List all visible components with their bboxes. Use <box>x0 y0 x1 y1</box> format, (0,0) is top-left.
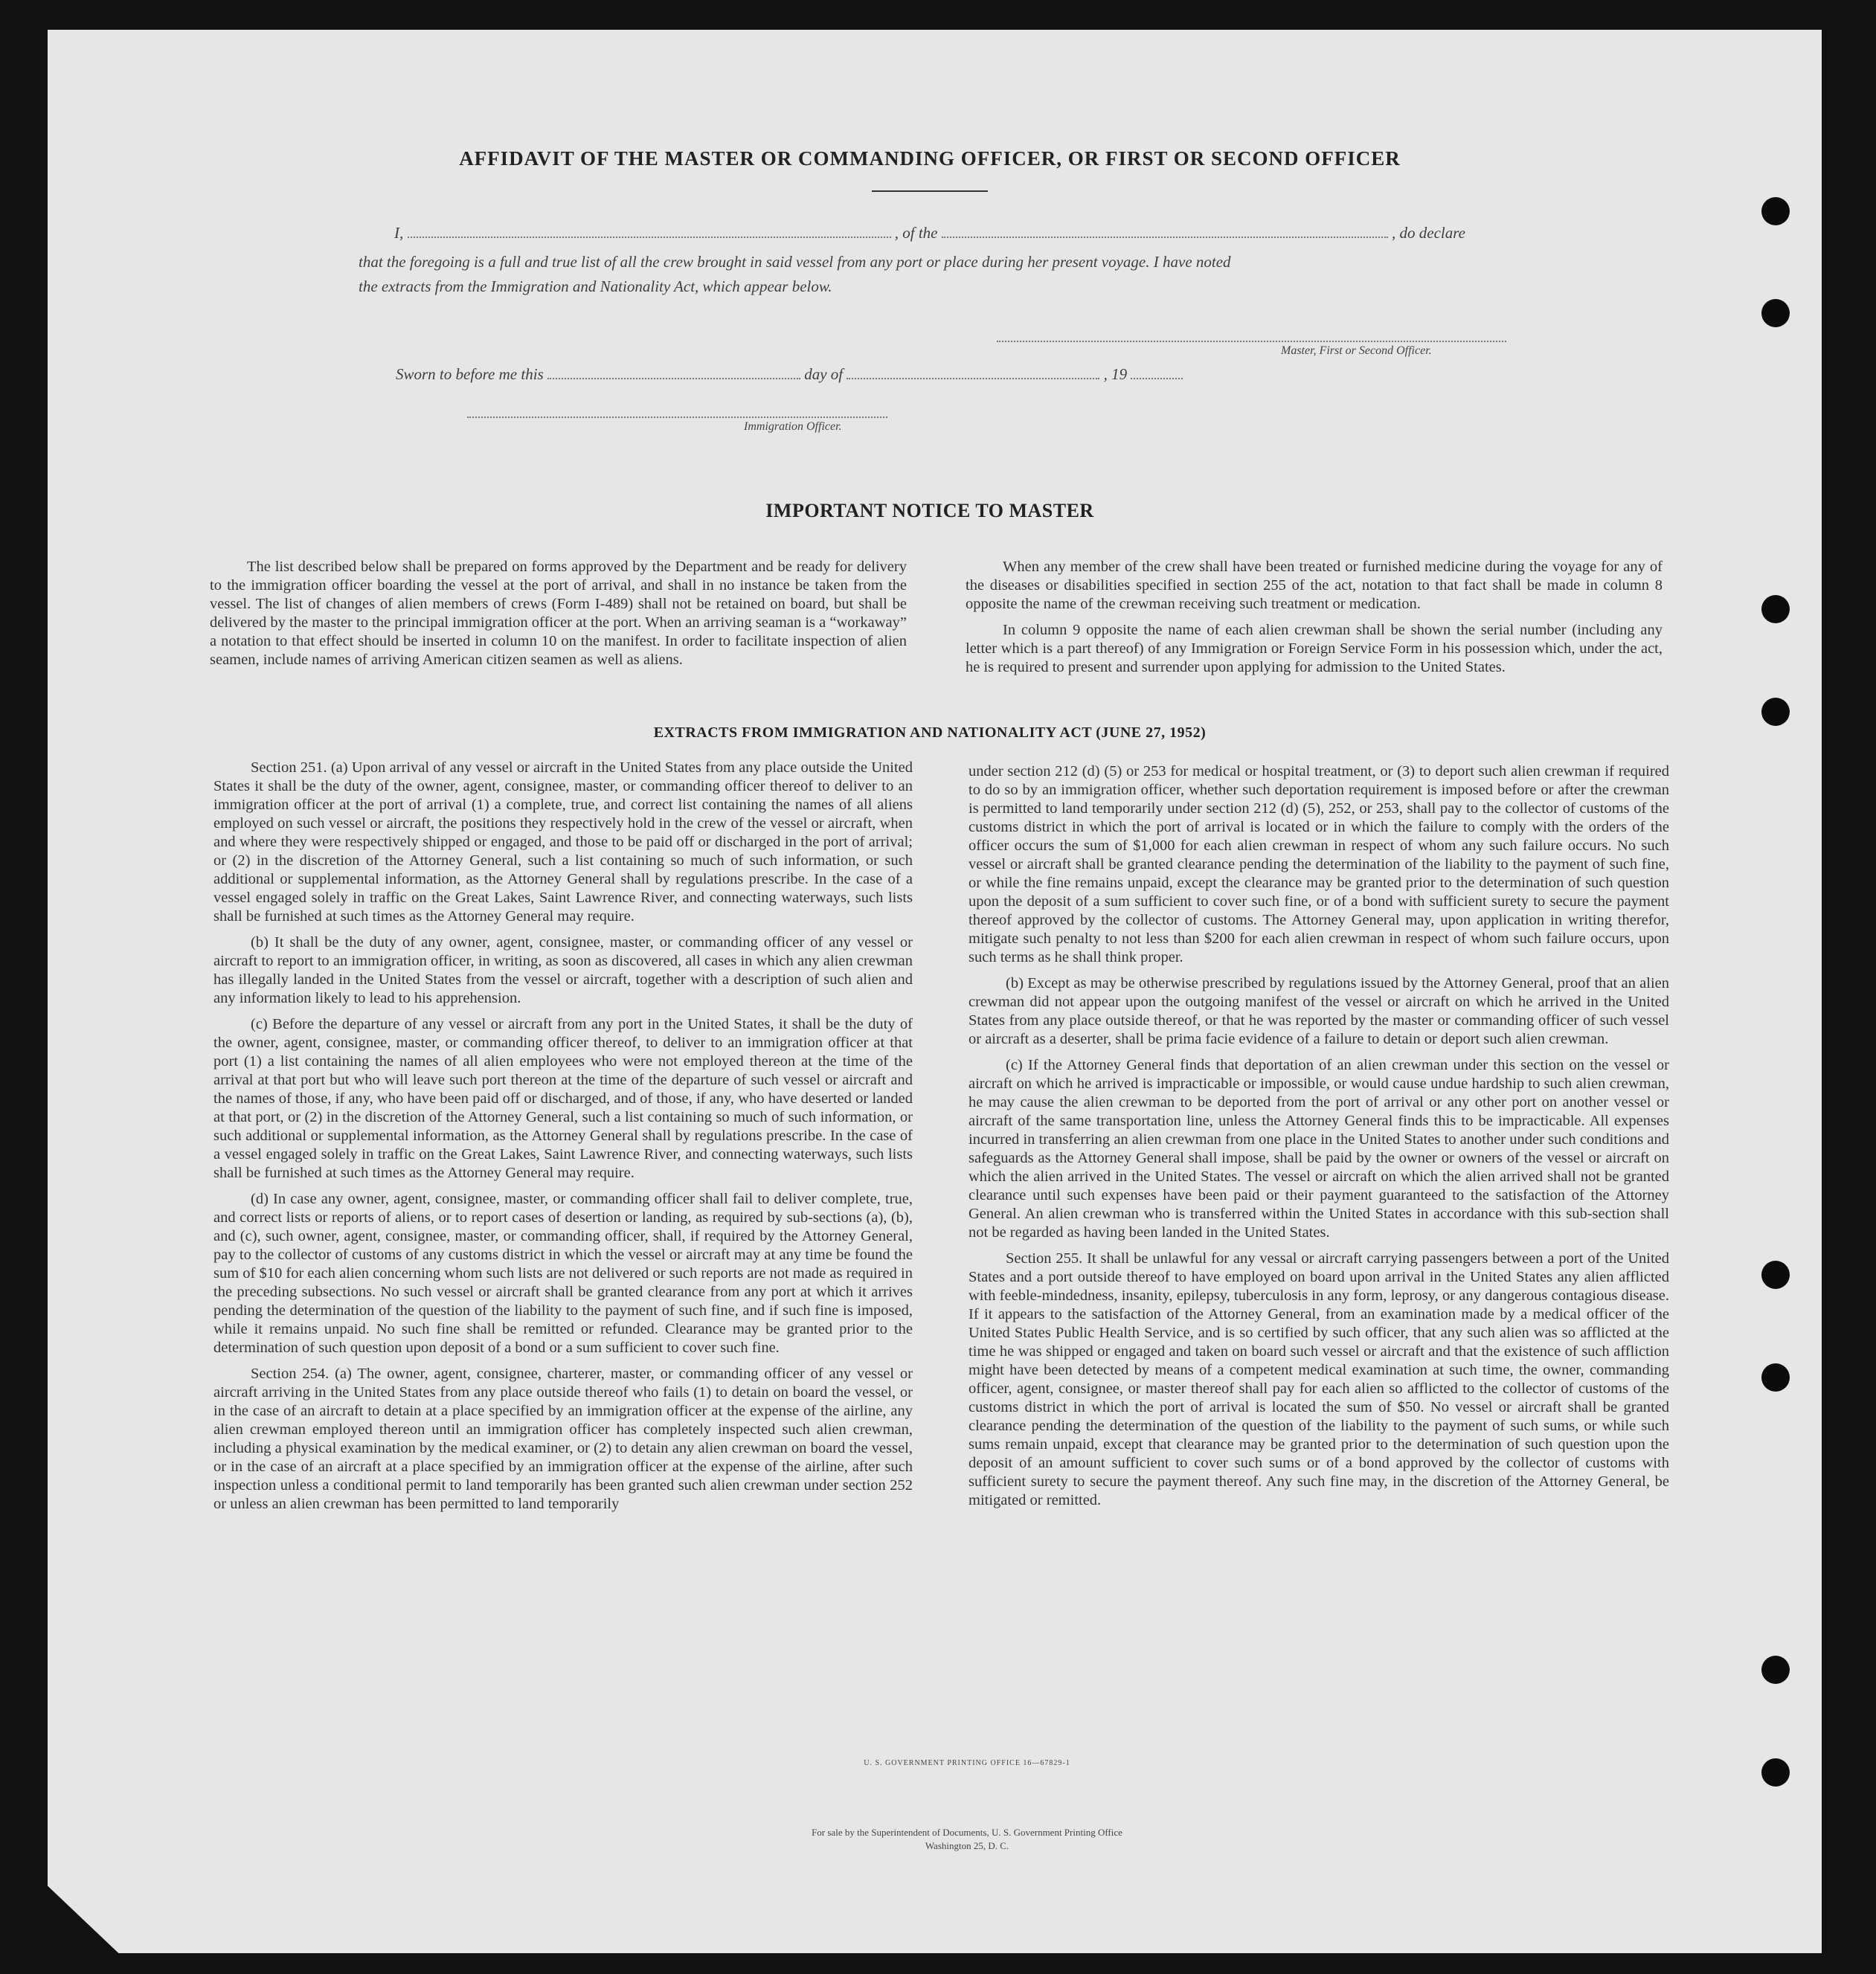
binder-hole <box>1761 698 1790 726</box>
binder-hole <box>1761 1261 1790 1289</box>
section-251b: (b) It shall be the duty of any owner, agent, consignee, master, or commanding officer of any vessel or aircraft to report to an immigration officer, in writing, as soon as discovered, all cases in which any alien crewman has illegally landed in the United States from the vessel or aircraft, together with a description of such alien and any information likely to lead to his apprehension. <box>213 934 913 1006</box>
sworn-label: Sworn to before me this <box>396 365 544 383</box>
printing-office-imprint: U. S. GOVERNMENT PRINTING OFFICE 16—67829-1 <box>864 1759 1070 1767</box>
name-field[interactable] <box>408 223 891 238</box>
do-declare-label: , do declare <box>1392 224 1465 242</box>
declaration-first-line <box>394 223 1506 242</box>
title-divider <box>872 190 988 192</box>
sworn-month-field[interactable] <box>847 364 1099 379</box>
notice-right-column <box>966 558 1663 684</box>
year-label: , 19 <box>1103 365 1128 383</box>
sale-line-1: For sale by the Superintendent of Documents, U. S. Government Printing Office <box>812 1827 1122 1838</box>
section-251d: (d) In case any owner, agent, consignee, master, or commanding officer shall fail to deliver complete, true, and correct lists or reports of aliens, or to report cases of desertion or landing, as required by sub-sections (a), (b), and (c), such owner, agent, consignee, master, or commanding officer, shall, if required by the Attorney General, pay to the collector of customs of any customs district in which the vessel or aircraft may at any time be found the sum of $10 for each alien concerning whom such lists are not delivered or such reports are not made as required in the preceding subsections. No such vessel or aircraft shall be granted clearance from any port at which it arrives pending the determination of the question of the liability to the payment of such fine, and if such fine is imposed, while it remains unpaid. No such fine shall be remitted or refunded. Clearance may be granted prior to the determination of such question upon deposit of a bond or a sum sufficient to cover such fine. <box>213 1191 913 1356</box>
affidavit-title: AFFIDAVIT OF THE MASTER OR COMMANDING OFFICER, OR FIRST OR SECOND OFFICER <box>459 147 1401 170</box>
vessel-field[interactable] <box>942 223 1388 238</box>
notice-title: IMPORTANT NOTICE TO MASTER <box>765 500 1094 521</box>
notice-right-paragraph-1: When any member of the crew shall have been treated or furnished medicine during the voyage for any of the diseases or disabilities specified in section 255 of the act, notation to that fact shall be made in column 8 opposite the name of the crewman receiving such treatment or medication. <box>966 559 1663 612</box>
binder-hole <box>1761 197 1790 225</box>
declaration-line-2: the extracts from the Immigration and Nationality Act, which appear below. <box>359 277 832 295</box>
day-of-label: day of <box>804 365 844 383</box>
notice-left-paragraph: The list described below shall be prepared on forms approved by the Department and be ready for delivery to the immigration officer boarding the vessel at the port of arrival, and shall in no instance be taken from the vessel. The list of changes of alien members of crews (Form I-489) shall not be retained on board, but shall be delivered by the master to the principal immigration officer at the port. When an arriving seaman is a “workaway” a notation to that effect should be inserted in column 10 on the manifest. In order to facilitate inspection of alien seamen, include names of arriving American citizen seamen as well as aliens. <box>210 559 907 668</box>
of-the-label: , of the <box>894 224 938 242</box>
sworn-line <box>396 364 1183 384</box>
section-254c: (c) If the Attorney General finds that deportation of an alien crewman under this section on the vessel or aircraft on which he arrived is impracticable or impossible, or would cause undue hardship to such alien crewman, he may cause the alien crewman to be deported from the port of arrival or any other port on another vessel or aircraft of the same transportation line, unless the Attorney General finds this to be impracticable. All expenses incurred in transferring an alien crewman from one place in the United States to another under such conditions and safeguards as the Attorney General shall impose, shall be paid by the owner or owners of the vessel or aircraft on which the alien arrived in the United States. The vessel or aircraft on which the alien arrived shall not be granted clearance until such expenses have been paid or their payment guaranteed to the satisfaction of the Attorney General. An alien crewman who is transferred within the United States in accordance with this sub-section shall not be regarded as having been landed in the United States. <box>968 1057 1669 1241</box>
binder-hole <box>1761 1656 1790 1684</box>
sworn-year-field[interactable] <box>1131 364 1183 379</box>
extracts-title: EXTRACTS FROM IMMIGRATION AND NATIONALITY ACT (JUNE 27, 1952) <box>653 724 1207 741</box>
binder-hole <box>1761 1363 1790 1392</box>
binder-hole <box>1761 299 1790 327</box>
i-label: I, <box>394 224 404 242</box>
section-255: Section 255. It shall be unlawful for any vessal or aircraft carrying passengers between a port of the United States and a port outside thereof to have employed on board upon arrival in the United States any alien afflicted with feeble-mindedness, insanity, epilepsy, tuberculosis in any form, leprosy, or any dangerous contagious disease. If it appears to the satisfaction of the Attorney General, from an examination made by a medical officer of the United States Public Health Service, and is so certified by such officer, that any such alien was so afflicted at the time he was shipped or engaged and taken on board such vessel or aircraft and that the existence of such affliction might have been detected by means of a competent medical examination at such time, the owner, commanding officer, agent, consignee, or master thereof shall pay for each alien so afflicted to the collector of customs of the customs district in which the port of arrival is located the sum of $50. No vessel or aircraft shall be granted clearance pending the determination of the question of the liability to the payment of such sums, or while such sums remain unpaid, except that clearance may be granted prior to the determination of such question upon the deposit of an amount sufficient to cover such sums or of a bond approved by the collector of customs with sufficient surety to secure the payment thereof. Any such fine may, in the discretion of the Attorney General, be mitigated or remitted. <box>968 1250 1669 1508</box>
extracts-left-column <box>213 759 913 1521</box>
immigration-officer-signature-field[interactable] <box>467 403 887 418</box>
binder-hole <box>1761 595 1790 623</box>
declaration-line-1: that the foregoing is a full and true list of all the crew brought in said vessel from any port or place during her present voyage. I have noted <box>359 253 1231 271</box>
section-254a: Section 254. (a) The owner, agent, consignee, charterer, master, or commanding officer of any vessel or aircraft arriving in the United States from any place outside thereof who fails (1) to detain on board the vessel, or in the case of an aircraft to detain at a place specified by an immigration officer at the expense of the airline, any alien crewman employed thereon until an immigration officer has completely inspected such alien crewman, including a physical examination by the medical examiner, or (2) to detain any alien crewman on board the vessel, or in the case of an aircraft at a place specified by an immigration officer at the expense of the airline, after such inspection unless a conditional permit to land temporarily has been granted such alien crewman under section 252 or unless an alien crewman has been permitted to land temporarily <box>213 1366 913 1512</box>
section-254b: (b) Except as may be otherwise prescribed by regulations issued by the Attorney General, proof that an alien crewman did not appear upon the outgoing manifest of the vessel or aircraft on which he arrived in the United States from any place outside thereof, or that he was reported by the master or commanding officer of such vessel or aircraft as a deserter, shall be prima facie evidence of a failure to detain or deport such alien crewman. <box>968 975 1669 1047</box>
notice-left-column <box>210 558 907 677</box>
section-251a: Section 251. (a) Upon arrival of any vessel or aircraft in the United States from any place outside the United States it shall be the duty of the owner, agent, consignee, master, or commanding officer thereof to deliver to an immigration officer at the port of arrival (1) a complete, true, and correct list containing the names of all aliens employed on such vessel or aircraft, the positions they respectively hold in the crew of the vessel or aircraft, when and where they were respectively shipped or engaged, and those to be paid off or discharged in the port of arrival; or (2) in the discretion of the Attorney General, such a list containing so much of such information, or such additional or supplemental information, as the Attorney General shall by regulations prescribe. In the case of a vessel engaged solely in traffic on the Great Lakes, Saint Lawrence River, and connecting waterways, such lists shall be furnished at such times as the Attorney General may require. <box>213 759 913 925</box>
section-254a-continued: under section 212 (d) (5) or 253 for medical or hospital treatment, or (3) to deport such alien crewman if required to do so by an immigration officer, whether such deportation requirement is imposed before or after the crewman is permitted to land temporarily under section 212 (d) (5), 252, or 253, shall pay to the collector of customs of the customs district in which the port of arrival is located or in which the failure to comply with the orders of the officer occurs the sum of $1,000 for each alien crewman in respect of whom any such failure occurs. No such vessel or aircraft shall be granted clearance pending the determination of the liability to the payment of such fine, or while the fine remains unpaid, except the clearance may be granted prior to the determination of such question upon the deposit of a sum sufficient to cover such fine, or of a bond with sufficient surety to secure the payment thereof approved by the collector of customs. The Attorney General may, upon application in writing therefor, mitigate such penalty to not less than $200 for each alien crewman in respect of whom such failure occurs, upon such terms as he shall think proper. <box>968 763 1669 965</box>
binder-hole <box>1761 1758 1790 1787</box>
master-signature-field[interactable] <box>997 327 1506 342</box>
immigration-officer-label: Immigration Officer. <box>744 420 842 433</box>
section-251c: (c) Before the departure of any vessel or aircraft from any port in the United States, it shall be the duty of the owner, agent, consignee, master, or commanding officer thereof, to deliver to an immigration officer at that port (1) a list containing the names of all alien employees who were not employed thereon at the time of the arrival at that port but who will leave such port thereon at the time of the departure of such vessel or aircraft and the names of those, if any, who have been paid off or discharged, and of those, if any, who have deserted or landed at that port, or (2) in the discretion of the Attorney General, such a list containing so much of such information, or such additional or supplemental information, as the Attorney General shall by regulations prescribe. In the case of a vessel engaged solely in traffic on the Great Lakes, Saint Lawrence River, and connecting waterways, such lists shall be furnished at such times as the Attorney General may require. <box>213 1016 913 1181</box>
notice-right-paragraph-2: In column 9 opposite the name of each alien crewman shall be shown the serial number (including any letter which is a part thereof) of any Immigration or Foreign Service Form in his possession which, under the act, he is required to present and surrender upon applying for admission to the United States. <box>966 622 1663 675</box>
master-signature-label: Master, First or Second Officer. <box>1281 344 1432 357</box>
extracts-right-column <box>968 762 1669 1517</box>
sale-line-2: Washington 25, D. C. <box>925 1840 1009 1851</box>
sworn-day-field[interactable] <box>547 364 800 379</box>
